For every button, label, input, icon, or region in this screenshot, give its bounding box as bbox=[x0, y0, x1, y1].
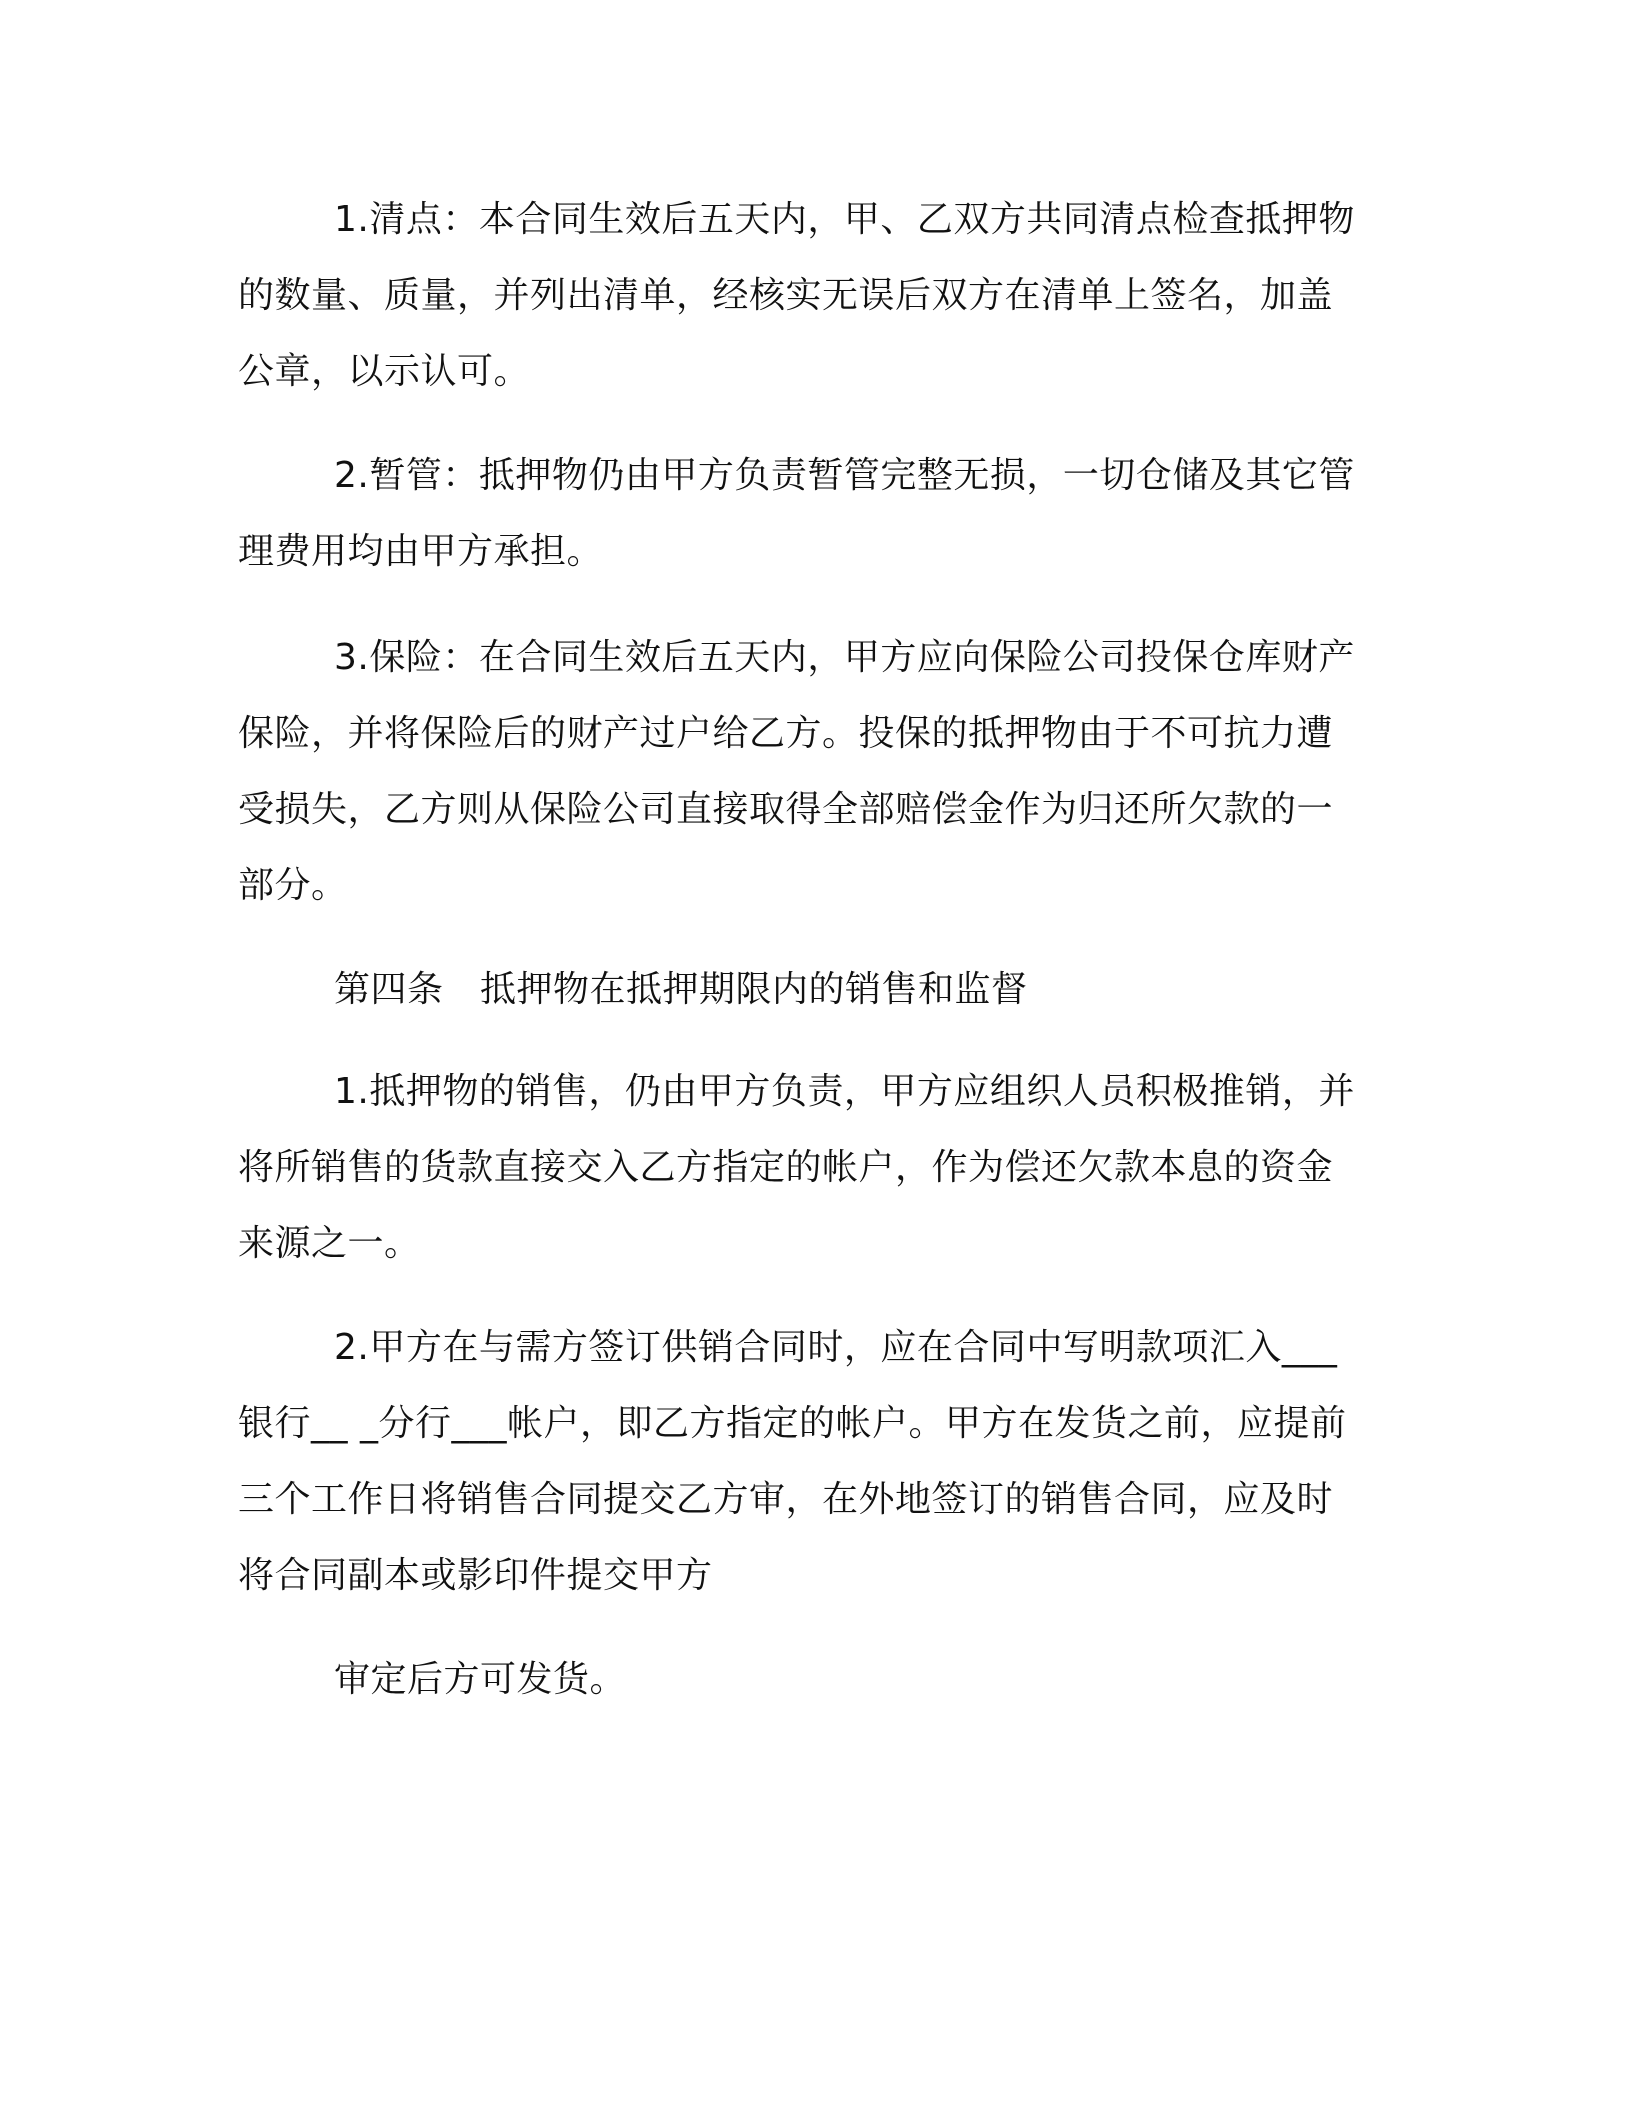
section-heading: 第四条 抵押物在抵押期限内的销售和监督 bbox=[334, 969, 1028, 1010]
paragraph-line: 1.抵押物的销售，仍由甲方负责，甲方应组织人员积极推销，并 bbox=[334, 1071, 1355, 1112]
paragraph-supply-contract bbox=[238, 1310, 1386, 1614]
paragraph-line: 公章，以示认可。 bbox=[238, 351, 531, 392]
paragraph-line: 2.甲方在与需方签订供销合同时，应在合同中写明款项汇入___ bbox=[334, 1327, 1338, 1368]
paragraph-line: 审定后方可发货。 bbox=[334, 1659, 627, 1700]
paragraph-line: 理费用均由甲方承担。 bbox=[238, 531, 604, 572]
article-four-heading bbox=[238, 952, 1386, 1028]
paragraph-line: 银行__ _分行___帐户，即乙方指定的帐户。甲方在发货之前，应提前 bbox=[238, 1403, 1347, 1444]
paragraph-line: 部分。 bbox=[238, 865, 348, 906]
paragraph-insurance bbox=[238, 620, 1386, 924]
paragraph-line: 的数量、质量，并列出清单，经核实无误后双方在清单上签名，加盖 bbox=[238, 275, 1334, 316]
paragraph-line: 1.清点：本合同生效后五天内，甲、乙双方共同清点检查抵押物 bbox=[334, 199, 1355, 240]
paragraph-line: 三个工作日将销售合同提交乙方审，在外地签订的销售合同，应及时 bbox=[238, 1479, 1334, 1520]
paragraph-line: 保险，并将保险后的财产过户给乙方。投保的抵押物由于不可抗力遭 bbox=[238, 713, 1334, 754]
paragraph-shipping-approval bbox=[238, 1642, 1386, 1718]
paragraph-line: 将所销售的货款直接交入乙方指定的帐户，作为偿还欠款本息的资金 bbox=[238, 1147, 1334, 1188]
paragraph-inventory-check bbox=[238, 182, 1386, 410]
paragraph-line: 来源之一。 bbox=[238, 1223, 421, 1264]
paragraph-line: 2.暂管：抵押物仍由甲方负责暂管完整无损，一切仓储及其它管 bbox=[334, 455, 1355, 496]
paragraph-sales bbox=[238, 1054, 1386, 1282]
paragraph-line: 受损失，乙方则从保险公司直接取得全部赔偿金作为归还所欠款的一 bbox=[238, 789, 1334, 830]
paragraph-temporary-custody bbox=[238, 438, 1386, 590]
paragraph-line: 将合同副本或影印件提交甲方 bbox=[238, 1555, 713, 1596]
paragraph-line: 3.保险：在合同生效后五天内，甲方应向保险公司投保仓库财产 bbox=[334, 637, 1355, 678]
